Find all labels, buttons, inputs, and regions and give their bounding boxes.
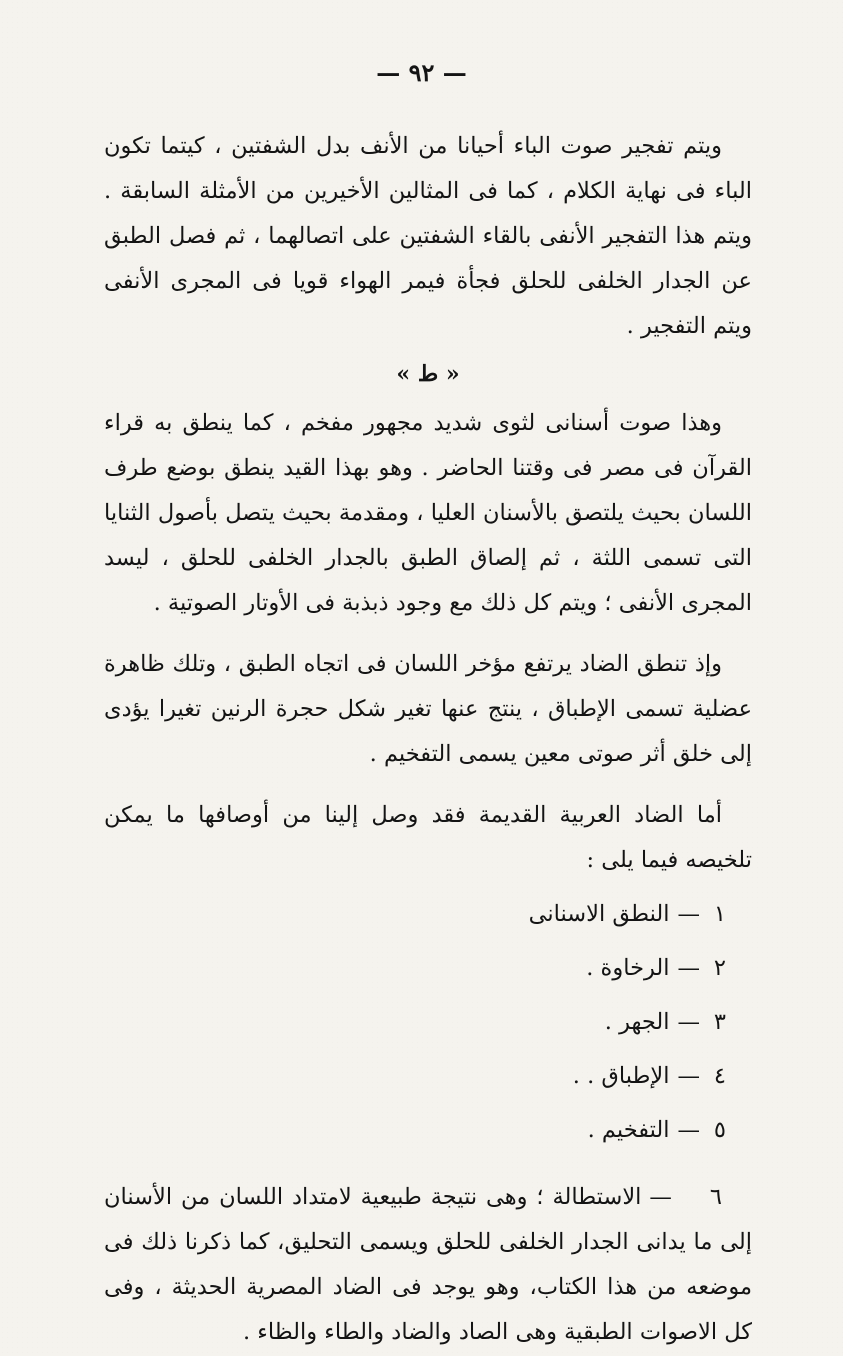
list-item-number: ٤: [713, 1063, 726, 1089]
list-item: [104, 1103, 752, 1157]
page-content: [104, 124, 752, 1355]
list-item-number: ٢: [713, 955, 726, 981]
list-dash: —: [677, 901, 700, 927]
features-list: [104, 887, 752, 1157]
list-item-number: ٥: [713, 1117, 726, 1143]
list-item: [104, 1049, 752, 1103]
list-item: [104, 995, 752, 1049]
paragraph-ancient-dad: أما الضاد العربية القديمة فقد وصل إلينا من أوصافها ما يمكن تلخيصه فيما يلى :: [104, 802, 752, 873]
final-item-number: ٦: [709, 1184, 722, 1210]
list-dash: —: [677, 1117, 700, 1143]
list-item-text: الرخاوة .: [586, 955, 670, 981]
paragraph-istitala: [104, 1175, 752, 1355]
list-item-text: الإطباق . .: [572, 1063, 670, 1089]
paragraph-ba-nasal: ويتم تفجير صوت الباء أحيانا من الأنف بدل الشفتين ، كيتما تكون الباء فى نهاية الكلام ، كما فى المثالين الأخيرين من الأمثلة السابقة . ويتم هذا التفجير الأنفى بالقاء الشفتين على اتصالهما ، ثم فصل الطبق عن الجدار الخلفى للحلق فجأة فيمر الهواء قويا فى المجرى الأنفى ويتم التفجير .: [104, 133, 752, 339]
list-item: [104, 941, 752, 995]
list-dash: —: [677, 1009, 700, 1035]
list-item: [104, 887, 752, 941]
list-item-text: التفخيم .: [587, 1117, 670, 1143]
list-item-text: الجهر .: [604, 1009, 670, 1035]
list-dash: —: [649, 1184, 672, 1210]
list-item-number: ١: [713, 901, 726, 927]
page-number-header: — ٩٢ —: [376, 58, 467, 87]
list-dash: —: [677, 955, 700, 981]
section-heading-ta: « ط »: [396, 361, 460, 387]
paragraph-ta-description: وهذا صوت أسنانى لثوى شديد مجهور مفخم ، كما ينطق به قراء القرآن فى مصر فى وقتنا الحاضر . وهو بهذا القيد ينطق بوضع طرف اللسان بحيث يلتصق بالأسنان العليا ، ومقدمة بحيث يتصل بأصول الثنايا التى تسمى اللثة ، ثم إلصاق الطبق بالجدار الخلفى للحلق ، ليسد المجرى الأنفى ؛ ويتم كل ذلك مع وجود ذبذبة فى الأوتار الصوتية .: [104, 410, 752, 616]
list-item-text: النطق الاسنانى: [528, 901, 670, 927]
final-item-text: الاستطالة ؛ وهى نتيجة طبيعية لامتداد اللسان من الأسنان إلى ما يدانى الجدار الخلفى للحلق ويسمى التحليق، كما ذكرنا ذلك فى موضعه من هذا الكتاب، وهو يوجد فى الضاد المصرية الحديثة ، وفى كل الاصوات الطبقية وهى الصاد والضاد والطاء والظاء .: [104, 1184, 752, 1345]
paragraph-dad-emphasis: وإذ تنطق الضاد يرتفع مؤخر اللسان فى اتجاه الطبق ، وتلك ظاهرة عضلية تسمى الإطباق ، ينتج عنها تغير شكل حجرة الرنين تغيرا يؤدى إلى خلق أثر صوتى معين يسمى التفخيم .: [104, 651, 752, 767]
list-dash: —: [677, 1063, 700, 1089]
list-item-number: ٣: [713, 1009, 726, 1035]
